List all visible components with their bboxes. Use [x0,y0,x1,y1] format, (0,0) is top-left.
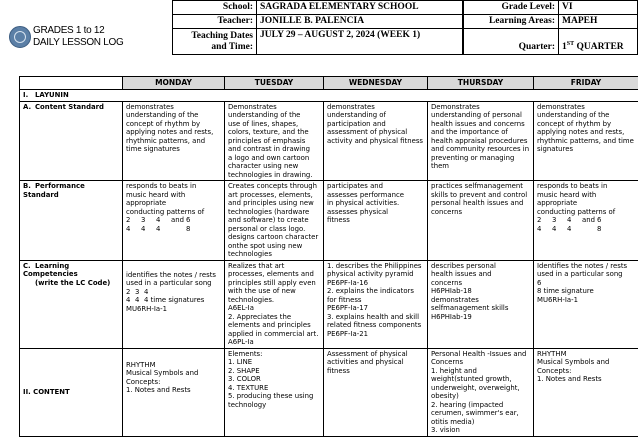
cell-line: health issues and [431,270,530,279]
competencies-label: C. Learning Competencies (write the LC Code) [20,260,123,348]
table-cell [324,181,428,261]
performance-standard-row [20,181,638,261]
cell-line: colors, texture, and the [228,128,320,137]
cell-line: appropriate [537,199,635,208]
time-signature-figure: 4 [567,225,582,234]
table-cell [534,101,638,181]
cell-line: Musical Symbols and Concepts: [126,369,221,386]
cell-line: 3. COLOR [228,375,320,384]
time-signature-figure: 4 [537,225,552,234]
cell-line: 2. explains the indicators for fitness [327,287,424,304]
cell-line: participates and [327,182,424,191]
table-cell [324,101,428,181]
cell-line: H6PHIab-18 [431,287,530,296]
cell-line: RHYTHM [537,350,635,359]
cell-line: music heard with [537,191,635,200]
cell-line: PE6PF-Ia-16 [327,279,424,288]
table-cell [123,348,225,436]
section-objectives-row [20,90,638,102]
time-signature-figure: 4 [126,296,135,305]
table-cell [534,181,638,261]
cell-line: 1. Notes and Rests [537,375,635,384]
table-cell [225,181,324,261]
time-signature-figure: 6 [597,216,612,225]
cell-line: practices selfmanagement skills to prevent and control personal health issues and concerns [431,182,530,216]
teacher-value: JONILLE B. PALENCIA [257,15,463,29]
cell-line: Musical Symbols and Concepts: [537,358,635,375]
area-value: MAPEH [559,15,638,29]
cell-line: describes personal [431,262,530,271]
table-cell [123,101,225,181]
cell-line: H6PHIab-19 [431,313,530,322]
table-cell [225,101,324,181]
quarter-suffix: ST [567,41,574,47]
cell-line: 3. vision [431,426,530,435]
performance-standard-label: B. Performance Standard [20,181,123,261]
school-label: School: [173,1,257,15]
cell-line: A6PL-Ia [228,338,320,347]
cell-line: responds to beats in [126,182,221,191]
time-signature-figure: 4 [135,296,144,305]
school-value: SAGRADA ELEMENTARY SCHOOL [257,1,463,15]
cell-line: demonstrates understanding of participation and assessment of physical activity and physical fitness [327,103,424,146]
cell-line: Elements: [228,350,320,359]
school-info-table [172,0,463,55]
cell-line: 2. Appreciates the elements and principles applied in commercial art. [228,313,320,339]
cell-line: 3. explains health and skill related fitness components [327,313,424,330]
cell-line: 2. SHAPE [228,367,320,376]
table-cell [324,348,428,436]
cell-line: Identifies the notes / rests used in a particular song [537,262,635,279]
weekday-header-row [20,77,638,90]
time-signature-figure: 3 [135,288,144,297]
cell-line: 1. LINE [228,358,320,367]
lesson-plan-table [19,76,638,437]
cell-line: principles of emphasis [228,137,320,146]
deped-seal-icon [9,26,31,48]
cell-line: RHYTHM [126,361,221,370]
time-signature-figure: 4 [552,225,567,234]
cell-line: and contrast in drawing [228,145,320,154]
cell-line: identifies the notes / rests used in a particular song [126,271,221,288]
table-cell [534,260,638,348]
time-signature-figure: 4 [156,216,171,225]
section-objectives-label: I. LAYUNIN [20,90,638,102]
cell-line: a logo and own cartoon [228,154,320,163]
time-signature-figure: 4 [126,225,141,234]
cell-line: Demonstrates [228,103,320,112]
cell-line: Personal Health -Issues and Concerns [431,350,530,367]
time-signature-figure: 8 [597,225,612,234]
cell-line: demonstrates understanding of the concept of rhythm by applying notes and rests, rhythmic patterns, and time signatures [537,103,635,154]
cell-line: use of lines, shapes, [228,120,320,129]
cell-line: concerns [431,279,530,288]
quarter-value [559,29,638,55]
content-label: II. CONTENT [20,348,123,436]
time-signature-figure: 2 [126,216,141,225]
time-signature-figure: 3 [552,216,567,225]
cell-line: 2. hearing (impacted cerumen, swimmer's ear, otitis media) [431,401,530,427]
content-row [20,348,638,436]
cell-line: fitness [327,216,424,225]
time-signature-figure: 2 [126,288,135,297]
day-header: WEDNESDAY [324,77,428,90]
grade-value: VI [559,1,638,15]
quarter-number: 1 [562,42,567,52]
day-header: MONDAY [123,77,225,90]
table-cell [534,348,638,436]
cell-line: Demonstrates understanding of personal health issues and concerns and the importance of health appraisal procedures and community resources in preventing or managing them [431,103,530,171]
cell-line: understanding of the [228,111,320,120]
day-header: FRIDAY [534,77,638,90]
cell-line: assesses performance [327,191,424,200]
quarter-label: Quarter: [464,29,559,55]
quarter-word: QUARTER [576,42,623,52]
grade-info-table [463,0,638,55]
cell-line: music heard with [126,191,221,200]
time-signature-figure: 4 time signatures [144,296,204,305]
time-signature-figure: 8 [186,225,201,234]
content-standard-row [20,101,638,181]
cell-line: PE6PF-Ia-21 [327,330,424,339]
day-header: THURSDAY [428,77,534,90]
cell-line: demonstrates selfmanagement skills [431,296,530,313]
time-signature-figure: 2 [537,216,552,225]
cell-line: responds to beats in [537,182,635,191]
time-signature-figure: 3 [141,216,156,225]
cell-line: 4. TEXTURE [228,384,320,393]
table-cell [428,101,534,181]
cell-line: 5. producing these using technology [228,392,320,409]
time-signature-figure: 4 [567,216,582,225]
cell-line: assesses physical [327,208,424,217]
cell-line: MU6RH-Ia-1 [537,296,635,305]
table-cell [225,260,324,348]
table-cell [428,181,534,261]
cell-line: Realizes that art processes, elements and principles still apply even with the use of new technologies. [228,262,320,305]
table-cell [324,260,428,348]
title-line-2: DAILY LESSON LOG [33,37,143,49]
time-signature-figure: 6 [186,216,201,225]
area-label: Learning Areas: [464,15,559,29]
time-signature-figure: and [171,216,186,225]
table-cell [428,348,534,436]
grade-label: Grade Level: [464,1,559,15]
cell-line: character using new [228,162,320,171]
cell-line: in physical activities. [327,199,424,208]
cell-line: demonstrates understanding of the concept of rhythm by applying notes and rests, rhythmic patterns, and time signatures [126,103,221,154]
corner-cell [20,77,123,90]
cell-line: conducting patterns of [126,208,221,217]
dates-value: JULY 29 – AUGUST 2, 2024 (WEEK 1) [257,29,463,55]
teacher-label: Teacher: [173,15,257,29]
cell-line: Assessment of physical activities and physical fitness [327,350,424,376]
title-line-1: GRADES 1 to 12 [33,25,143,37]
day-header: TUESDAY [225,77,324,90]
content-standard-label: A. Content Standard [20,101,123,181]
time-signature-figure: 4 [141,225,156,234]
table-cell [123,181,225,261]
cell-line: 1. Notes and Rests [126,386,221,395]
log-title [33,25,143,49]
dates-label: Teaching Dates and Time: [173,29,257,55]
table-cell [225,348,324,436]
cell-line: 6 [537,279,635,288]
table-cell [428,260,534,348]
time-signature-figure: 4 [156,225,171,234]
cell-line: 8 time signature [537,287,635,296]
cell-line: A6EL-Ia [228,304,320,313]
table-cell: identifies the notes / rests used in a particular song 2 3 4 4 4 4 time signatures MU6RH-Ia-1 [123,260,225,348]
cell-line: Creates concepts through art processes, elements, and principles using new technologies (hardware and software) to create personal or class logo. [228,182,320,233]
cell-line: technologies in drawing. [228,171,320,180]
time-signature-figure: and [582,216,597,225]
cell-line: 1. height and weight(stunted growth, underweight, overweight, obesity) [431,367,530,401]
competencies-row [20,260,638,348]
cell-line: appropriate [126,199,221,208]
cell-line: 1. describes the Philippines physical activity pyramid [327,262,424,279]
time-signature-figure: 4 [144,288,153,297]
cell-line: conducting patterns of [537,208,635,217]
cell-line: designs cartoon character onthe spot using new technologies [228,233,320,259]
cell-line: PE6PF-Ia-17 [327,304,424,313]
